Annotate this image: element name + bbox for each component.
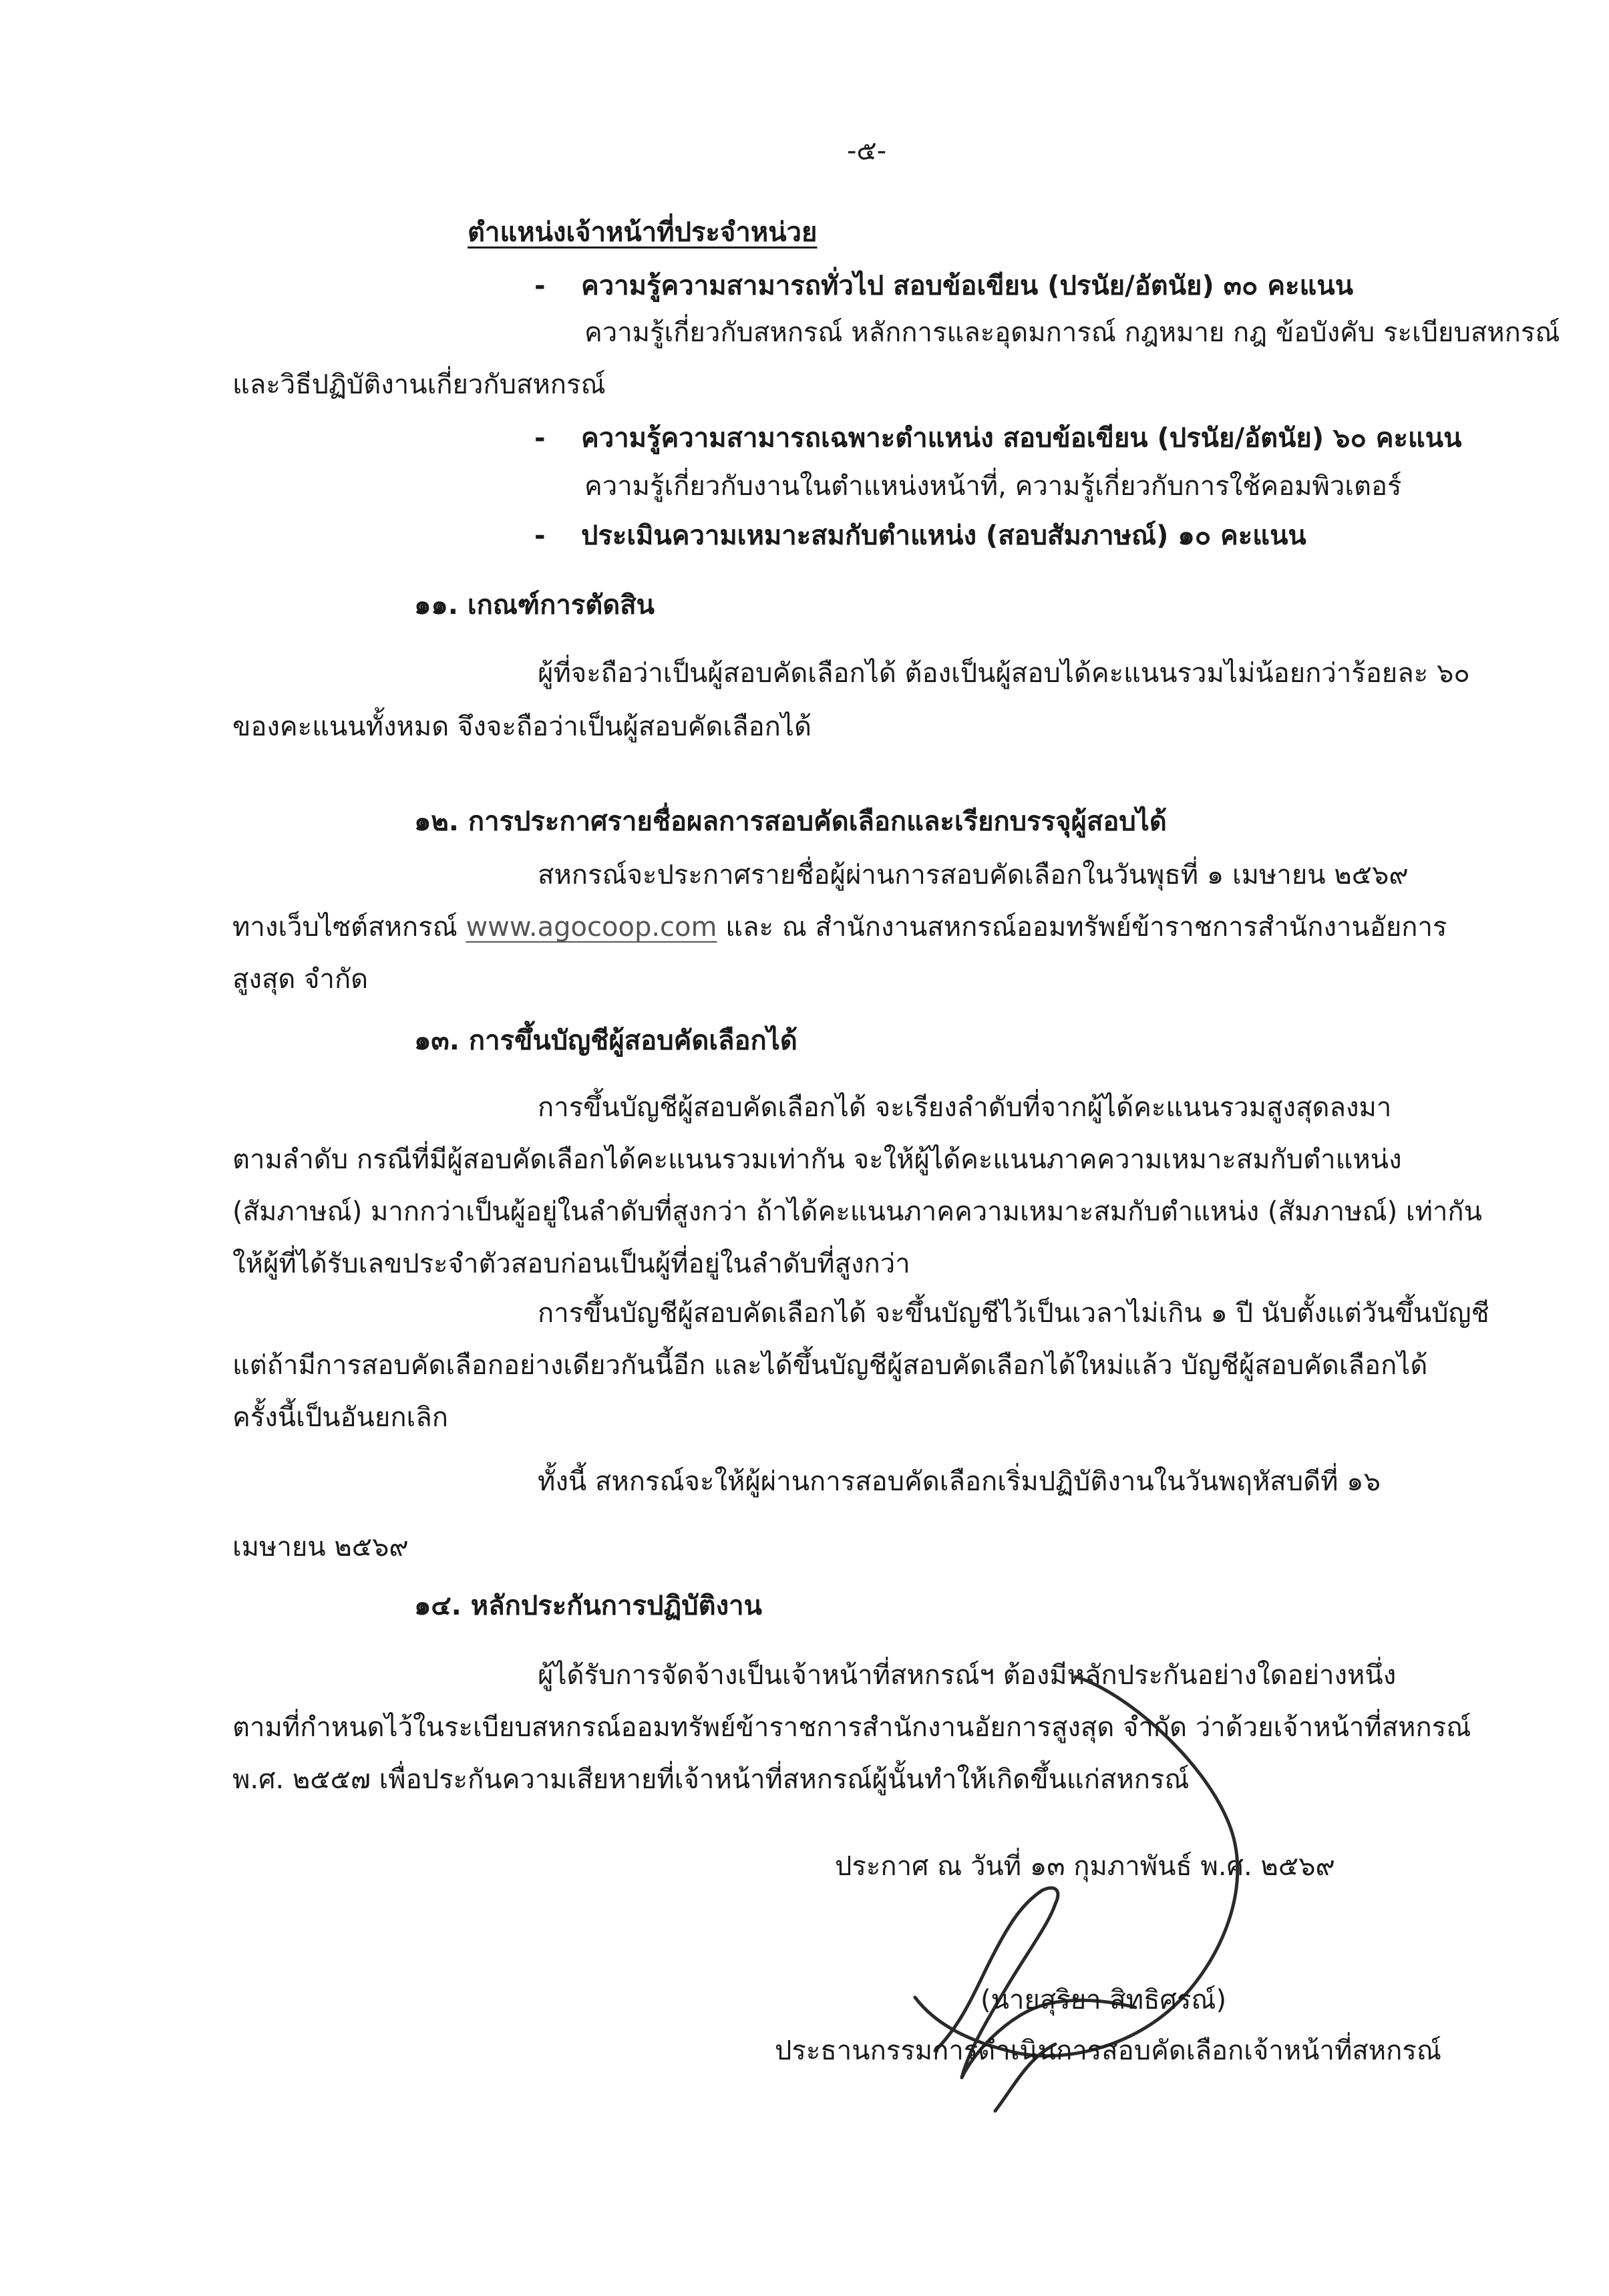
- section12-line1: สหกรณ์จะประกาศรายชื่อผู้ผ่านการสอบคัดเลือกในวันพุธที่ ๑ เมษายน ๒๕๖๙: [538, 860, 1409, 890]
- section12-line3: สูงสุด จำกัด: [232, 964, 369, 995]
- section13-p1-line3: (สัมภาษณ์) มากกว่าเป็นผู้อยู่ในลำดับที่สูงกว่า ถ้าได้คะแนนภาคความเหมาะสมกับตำแหน่ง (สัมภาษณ์) เท่ากัน: [232, 1196, 1482, 1227]
- criteria-item2-heading: ความรู้ความสามารถเฉพาะตำแหน่ง สอบข้อเขียน (ปรนัย/อัตนัย) ๖๐ คะแนน: [581, 423, 1462, 454]
- section14-line3: พ.ศ. ๒๕๕๗ เพื่อประกันความเสียหายที่เจ้าหน้าที่สหกรณ์ผู้นั้นทำให้เกิดขึ้นแก่สหกรณ์: [232, 1764, 1190, 1795]
- bullet-dash-2: -: [534, 423, 546, 454]
- criteria-item1-detail-line2: และวิธีปฏิบัติงานเกี่ยวกับสหกรณ์: [232, 369, 606, 400]
- section13-p3-line1: ทั้งนี้ สหกรณ์จะให้ผู้ผ่านการสอบคัดเลือกเริ่มปฏิบัติงานในวันพฤหัสบดีที่ ๑๖: [538, 1466, 1381, 1497]
- section12-line2-suffix: และ ณ สำนักงานสหกรณ์ออมทรัพย์ข้าราชการสำนักงานอัยการ: [725, 912, 1447, 943]
- section12-line2: [232, 907, 1447, 947]
- section14-line1: ผู้ได้รับการจัดจ้างเป็นเจ้าหน้าที่สหกรณ์ฯ ต้องมีหลักประกันอย่างใดอย่างหนึ่ง: [538, 1660, 1397, 1691]
- announce-date: ประกาศ ณ วันที่ ๑๓ กุมภาพันธ์ พ.ศ. ๒๕๖๙: [835, 1851, 1335, 1882]
- signer-name: (นายสุริยา สิทธิศรณ์): [980, 1985, 1227, 2015]
- section12-heading: ๑๒. การประกาศรายชื่อผลการสอบคัดเลือกและเรียกบรรจุผู้สอบได้: [414, 806, 1167, 837]
- section12-line2-prefix: ทางเว็บไซต์สหกรณ์: [232, 912, 458, 943]
- page-number: -๕-: [847, 136, 887, 166]
- section11-heading: ๑๑. เกณฑ์การตัดสิน: [414, 590, 655, 621]
- position-title: ตำแหน่งเจ้าหน้าที่ประจำหน่วย: [468, 217, 818, 248]
- section13-p1-line4: ให้ผู้ที่ได้รับเลขประจำตัวสอบก่อนเป็นผู้ที่อยู่ในลำดับที่สูงกว่า: [232, 1249, 910, 1279]
- section13-heading: ๑๓. การขึ้นบัญชีผู้สอบคัดเลือกได้: [414, 1025, 797, 1056]
- criteria-item1-heading: ความรู้ความสามารถทั่วไป สอบข้อเขียน (ปรนัย/อัตนัย) ๓๐ คะแนน: [581, 271, 1354, 301]
- section14-heading: ๑๔. หลักประกันการปฏิบัติงาน: [414, 1591, 762, 1621]
- criteria-item3-heading: ประเมินความเหมาะสมกับตำแหน่ง (สอบสัมภาษณ์) ๑๐ คะแนน: [581, 520, 1306, 551]
- section13-p1-line1: การขึ้นบัญชีผู้สอบคัดเลือกได้ จะเรียงลำดับที่จากผู้ได้คะแนนรวมสูงสุดลงมา: [538, 1092, 1392, 1123]
- bullet-dash-1: -: [534, 271, 546, 301]
- criteria-item1-detail-line1: ความรู้เกี่ยวกับสหกรณ์ หลักการและอุดมการณ์ กฎหมาย กฎ ข้อบังคับ ระเบียบสหกรณ์: [584, 317, 1560, 348]
- criteria-item2-detail: ความรู้เกี่ยวกับงานในตำแหน่งหน้าที่, ความรู้เกี่ยวกับการใช้คอมพิวเตอร์: [584, 471, 1402, 502]
- section11-line1: ผู้ที่จะถือว่าเป็นผู้สอบคัดเลือกได้ ต้องเป็นผู้สอบได้คะแนนรวมไม่น้อยกว่าร้อยละ ๖๐: [538, 658, 1470, 689]
- section13-p2-line2: แต่ถ้ามีการสอบคัดเลือกอย่างเดียวกันนี้อีก และได้ขึ้นบัญชีผู้สอบคัดเลือกได้ใหม่แล้ว บัญชีผู้สอบคัดเลือกได้: [232, 1350, 1428, 1381]
- section13-p3-line2: เมษายน ๒๕๖๙: [232, 1532, 409, 1563]
- bullet-dash-3: -: [534, 520, 546, 551]
- section13-p1-line2: ตามลำดับ กรณีที่มีผู้สอบคัดเลือกได้คะแนนรวมเท่ากัน จะให้ผู้ได้คะแนนภาคความเหมาะสมกับตำแหน่ง: [232, 1144, 1402, 1175]
- section13-p2-line1: การขึ้นบัญชีผู้สอบคัดเลือกได้ จะขึ้นบัญชีไว้เป็นเวลาไม่เกิน ๑ ปี นับตั้งแต่วันขึ้นบัญชี: [538, 1298, 1489, 1329]
- section14-line2: ตามที่กำหนดไว้ในระเบียบสหกรณ์ออมทรัพย์ข้าราชการสำนักงานอัยการสูงสุด จำกัด ว่าด้วยเจ้าหน้าที่สหกรณ์: [232, 1712, 1471, 1743]
- signer-title: ประธานกรรมการดำเนินการสอบคัดเลือกเจ้าหน้าที่สหกรณ์: [775, 2035, 1441, 2066]
- section11-line2: ของคะแนนทั้งหมด จึงจะถือว่าเป็นผู้สอบคัดเลือกได้: [232, 711, 812, 742]
- website-link[interactable]: www.agocoop.com: [466, 912, 717, 943]
- section13-p2-line3: ครั้งนี้เป็นอันยกเลิก: [232, 1402, 448, 1433]
